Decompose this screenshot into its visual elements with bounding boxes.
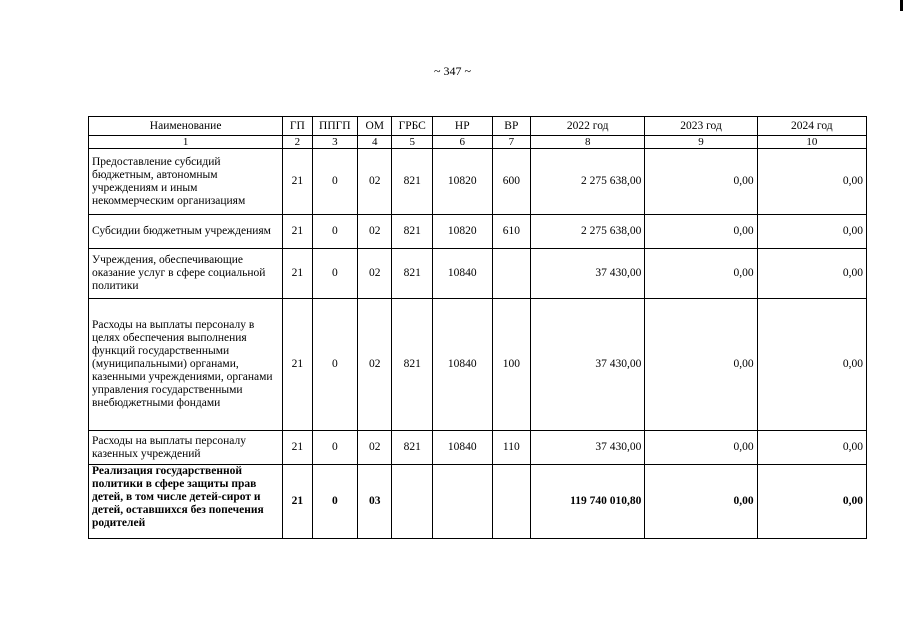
cell-name: Расходы на выплаты персоналу в целях обеспечения выполнения функций государственными (муниципальными) органами, казенными учреждениями, органами управления государственными внебюджетными фондами xyxy=(89,299,283,431)
cell-nr: 10840 xyxy=(432,299,492,431)
cell-2024: 0,00 xyxy=(757,431,866,465)
cell-nr: 10820 xyxy=(432,215,492,249)
cell-grbs: 821 xyxy=(392,149,432,215)
cell-2022: 2 275 638,00 xyxy=(531,149,645,215)
column-index-cell: 9 xyxy=(645,136,757,149)
header-2024: 2024 год xyxy=(757,117,866,136)
cell-ppgp: 0 xyxy=(312,149,358,215)
cell-2023: 0,00 xyxy=(645,215,757,249)
column-index-cell: 3 xyxy=(312,136,358,149)
table-body xyxy=(89,149,867,539)
cell-2022: 2 275 638,00 xyxy=(531,215,645,249)
cell-ppgp: 0 xyxy=(312,431,358,465)
header-ppgp: ППГП xyxy=(312,117,358,136)
cell-grbs: 821 xyxy=(392,299,432,431)
column-index-cell: 10 xyxy=(757,136,866,149)
cell-2023: 0,00 xyxy=(645,149,757,215)
cell-2023: 0,00 xyxy=(645,431,757,465)
table-row xyxy=(89,149,867,215)
table-row xyxy=(89,249,867,299)
cell-nr: 10840 xyxy=(432,431,492,465)
cell-2022: 37 430,00 xyxy=(531,249,645,299)
cell-gp: 21 xyxy=(283,465,312,539)
page-number: ~ 347 ~ xyxy=(434,64,471,78)
cell-gp: 21 xyxy=(283,431,312,465)
cell-name: Учреждения, обеспечивающие оказание услуг в сфере социальной политики xyxy=(89,249,283,299)
cell-vr xyxy=(492,465,530,539)
cell-nr: 10820 xyxy=(432,149,492,215)
cell-2024: 0,00 xyxy=(757,149,866,215)
cell-om: 02 xyxy=(358,249,392,299)
header-grbs: ГРБС xyxy=(392,117,432,136)
budget-table xyxy=(88,116,867,539)
cell-gp: 21 xyxy=(283,149,312,215)
cell-2024: 0,00 xyxy=(757,249,866,299)
table-row xyxy=(89,431,867,465)
cell-2022: 119 740 010,80 xyxy=(531,465,645,539)
cell-vr: 600 xyxy=(492,149,530,215)
cell-om: 02 xyxy=(358,215,392,249)
table-row xyxy=(89,215,867,249)
cell-2024: 0,00 xyxy=(757,215,866,249)
header-nr: НР xyxy=(432,117,492,136)
cell-om: 02 xyxy=(358,431,392,465)
cell-vr xyxy=(492,249,530,299)
cell-ppgp: 0 xyxy=(312,215,358,249)
header-om: ОМ xyxy=(358,117,392,136)
cell-2024: 0,00 xyxy=(757,465,866,539)
cell-name: Предоставление субсидий бюджетным, автономным учреждениям и иным некоммерческим организациям xyxy=(89,149,283,215)
cell-vr: 610 xyxy=(492,215,530,249)
table-header xyxy=(89,117,867,149)
table-row xyxy=(89,465,867,539)
cell-om: 02 xyxy=(358,299,392,431)
table-row xyxy=(89,299,867,431)
scan-edge-mark xyxy=(900,0,903,11)
column-index-cell: 8 xyxy=(531,136,645,149)
cell-grbs: 821 xyxy=(392,249,432,299)
cell-om: 02 xyxy=(358,149,392,215)
cell-nr: 10840 xyxy=(432,249,492,299)
cell-gp: 21 xyxy=(283,249,312,299)
column-index-cell: 2 xyxy=(283,136,312,149)
cell-2022: 37 430,00 xyxy=(531,299,645,431)
cell-2023: 0,00 xyxy=(645,299,757,431)
cell-ppgp: 0 xyxy=(312,249,358,299)
cell-gp: 21 xyxy=(283,299,312,431)
header-2023: 2023 год xyxy=(645,117,757,136)
column-index-cell: 7 xyxy=(492,136,530,149)
cell-name: Субсидии бюджетным учреждениям xyxy=(89,215,283,249)
cell-gp: 21 xyxy=(283,215,312,249)
cell-2022: 37 430,00 xyxy=(531,431,645,465)
header-vr: ВР xyxy=(492,117,530,136)
column-index-cell: 4 xyxy=(358,136,392,149)
header-gp: ГП xyxy=(283,117,312,136)
cell-grbs: 821 xyxy=(392,431,432,465)
cell-2023: 0,00 xyxy=(645,249,757,299)
cell-2024: 0,00 xyxy=(757,299,866,431)
cell-vr: 100 xyxy=(492,299,530,431)
cell-grbs xyxy=(392,465,432,539)
cell-ppgp: 0 xyxy=(312,465,358,539)
column-index-cell: 1 xyxy=(89,136,283,149)
cell-name: Расходы на выплаты персоналу казенных учреждений xyxy=(89,431,283,465)
cell-name: Реализация государственной политики в сфере защиты прав детей, в том числе детей-сирот и детей, оставшихся без попечения родителей xyxy=(89,465,283,539)
cell-nr xyxy=(432,465,492,539)
cell-grbs: 821 xyxy=(392,215,432,249)
column-index-cell: 5 xyxy=(392,136,432,149)
cell-ppgp: 0 xyxy=(312,299,358,431)
cell-vr: 110 xyxy=(492,431,530,465)
cell-2023: 0,00 xyxy=(645,465,757,539)
header-name: Наименование xyxy=(89,117,283,136)
header-2022: 2022 год xyxy=(531,117,645,136)
column-index-cell: 6 xyxy=(432,136,492,149)
cell-om: 03 xyxy=(358,465,392,539)
